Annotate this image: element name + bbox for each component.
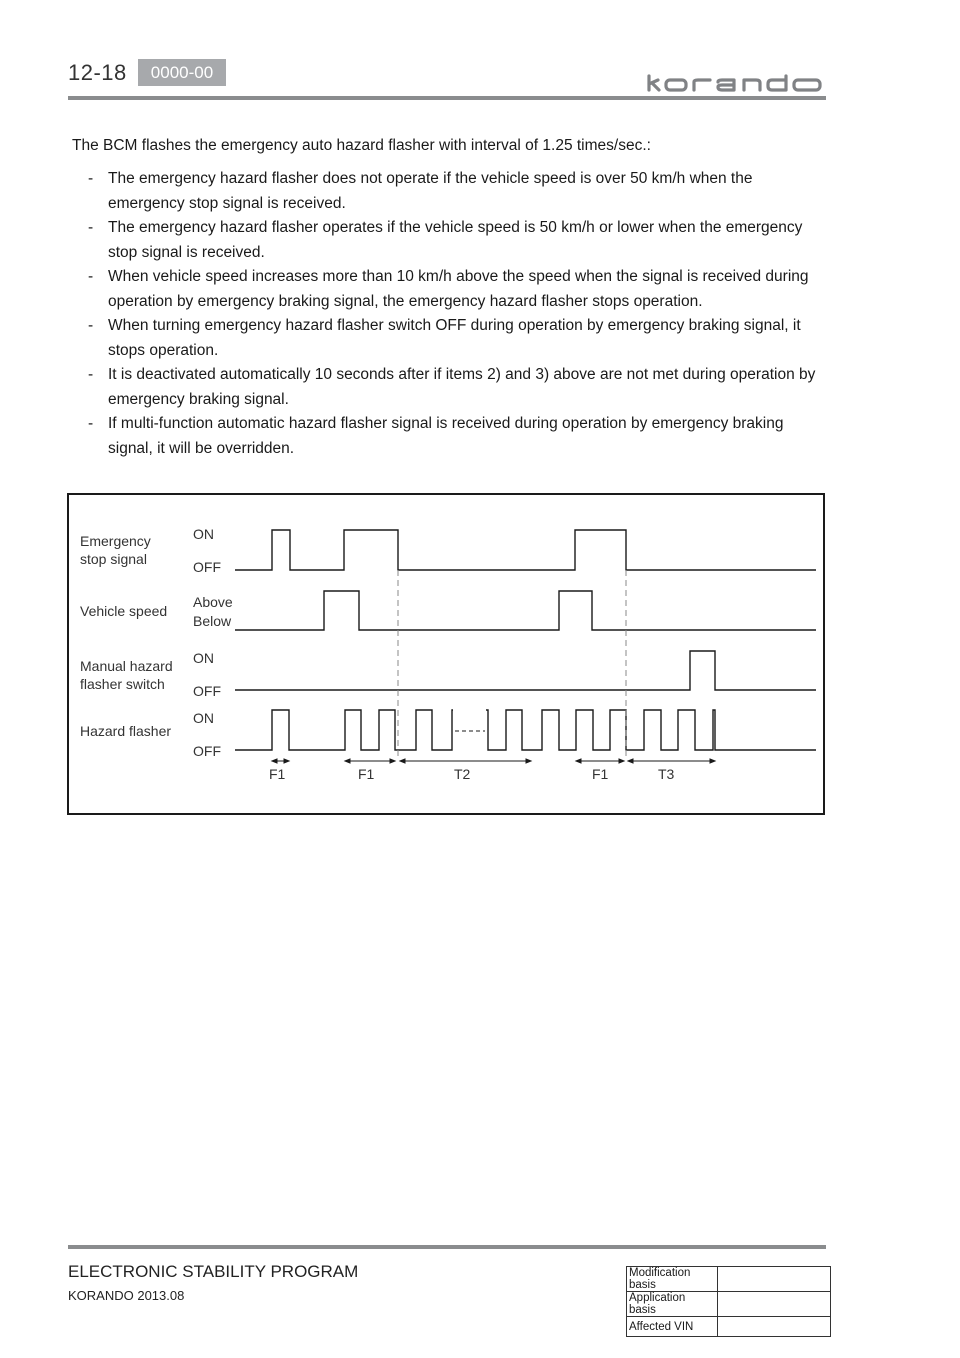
state-label-high: ON: [193, 650, 214, 666]
arrow-head: [576, 759, 581, 763]
table-row: [627, 1292, 831, 1317]
list-item: [88, 412, 828, 461]
list-item-text: It is deactivated automatically 10 seconds after if items 2) and 3) above are not met during operation by emergency braking signal.: [108, 366, 816, 408]
table-value: [718, 1317, 831, 1337]
row-label: Manual hazard: [80, 658, 173, 674]
arrow-head: [390, 759, 395, 763]
condition-list: [88, 167, 828, 461]
arrow-head: [628, 759, 633, 763]
row-label: flasher switch: [80, 676, 165, 692]
table-row: [627, 1317, 831, 1337]
arrow-head: [272, 759, 277, 763]
list-item-text: If multi-function automatic hazard flasher signal is received during operation by emergency braking signal, it will be overridden.: [108, 415, 784, 457]
interval-label-t2: T2: [454, 766, 471, 782]
state-label-low: OFF: [193, 743, 221, 759]
list-item: [88, 265, 828, 314]
bullet-dash: -: [88, 170, 94, 187]
table-row: [627, 1267, 831, 1292]
list-item-text: When turning emergency hazard flasher switch OFF during operation by emergency braking signal, it stops operation.: [108, 317, 801, 359]
footer-divider: [68, 1245, 826, 1249]
interval-label-t3: T3: [658, 766, 675, 782]
list-item: [88, 314, 828, 363]
state-label-low: OFF: [193, 683, 221, 699]
chapter-title: ELECTRONIC STABILITY PROGRAM: [68, 1262, 359, 1281]
model-year: KORANDO 2013.08: [68, 1288, 185, 1303]
hazard-flasher-waveform-2: [486, 710, 816, 750]
bullet-dash: -: [88, 268, 94, 285]
interval-label-f1: F1: [592, 766, 609, 782]
timing-diagram: [67, 493, 825, 815]
table-value: [718, 1292, 831, 1317]
row-label: stop signal: [80, 551, 147, 567]
manual-switch-waveform: [235, 651, 816, 690]
row-label: Emergency: [80, 533, 151, 549]
state-label-low: Below: [193, 613, 232, 629]
arrow-head: [284, 759, 289, 763]
state-label-low: OFF: [193, 559, 221, 575]
header-divider: [68, 96, 826, 100]
arrow-head: [710, 759, 715, 763]
arrow-head: [619, 759, 624, 763]
interval-label-f1: F1: [269, 766, 286, 782]
state-label-high: ON: [193, 526, 214, 542]
section-code-badge: 0000-00: [138, 59, 226, 86]
vehicle-speed-waveform: [235, 591, 816, 630]
list-item: [88, 167, 828, 216]
bullet-dash: -: [88, 317, 94, 334]
list-item: [88, 216, 828, 265]
state-label-high: ON: [193, 710, 214, 726]
list-item-text: When vehicle speed increases more than 10 km/h above the speed when the signal is received during operation by emergency braking signal, the emergency hazard flasher stops operation.: [108, 268, 809, 310]
list-item-text: The emergency hazard flasher operates if the vehicle speed is 50 km/h or lower when the emergency stop signal is received.: [108, 219, 803, 261]
table-value: [718, 1267, 831, 1292]
modification-info-table: [626, 1266, 831, 1337]
arrow-head: [345, 759, 350, 763]
table-key: Modification basis: [627, 1267, 718, 1292]
state-label-high: Above: [193, 594, 233, 610]
list-item: [88, 363, 828, 412]
row-label: Vehicle speed: [80, 603, 168, 619]
interval-label-f1: F1: [358, 766, 375, 782]
table-key: Application basis: [627, 1292, 718, 1317]
list-item-text: The emergency hazard flasher does not operate if the vehicle speed is over 50 km/h when the emergency stop signal is received.: [108, 170, 753, 212]
bullet-dash: -: [88, 219, 94, 236]
hazard-flasher-waveform-1: [235, 710, 453, 750]
bullet-dash: -: [88, 415, 94, 432]
row-label: Hazard flasher: [80, 723, 172, 739]
table-key: Affected VIN: [627, 1317, 718, 1337]
page-number: 12-18: [68, 60, 127, 85]
intro-text: The BCM flashes the emergency auto hazard flasher with interval of 1.25 times/sec.:: [72, 137, 651, 154]
arrow-head: [400, 759, 405, 763]
bullet-dash: -: [88, 366, 94, 383]
korando-logo: [646, 74, 826, 92]
emergency-stop-waveform: [235, 530, 816, 570]
arrow-head: [526, 759, 531, 763]
